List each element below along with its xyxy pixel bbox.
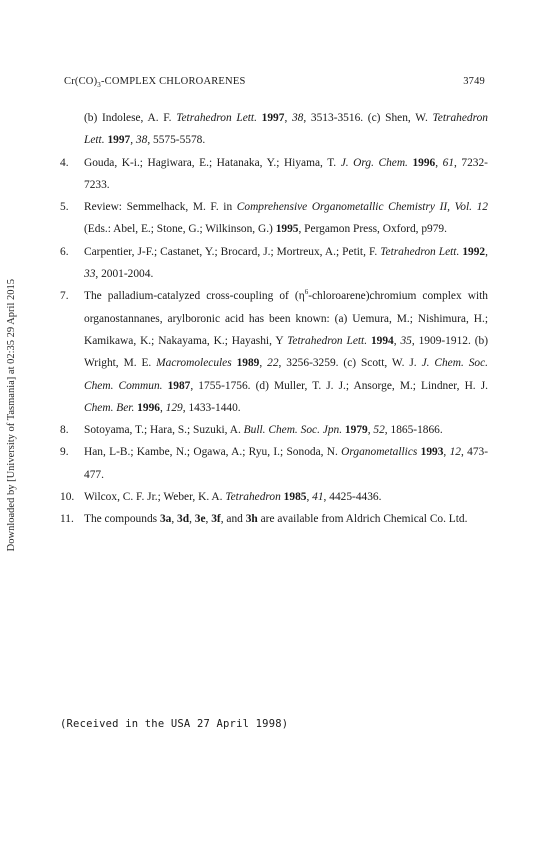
reference-item: 7. The palladium-catalyzed cross-coupling of $(\eta^6-chloroarene)chromium$ complex with organostannanes, arylboronic acid has been known: (a) Uemura, M.; Nishimura, H.; Kamikawa, K.; Nakayama, K.; Hayashi, Y Tetrahedron Lett. 1994, 35, 1909-1912. (b) Wright, M. E. Macromolecules 1989, 22, 3256-3259. (c) Scott, W. J. J. Chem. Soc. Chem. Commun. 1987, 1755-1756. (d) Muller, T. J. J.; Ansorge, M.; Lindner, H. J. Chem. Ber. 1996, 129, 1433-1440. xyxy=(60,288,489,414)
reference-item: 6. Carpentier, J-F.; Castanet, Y.; Brocard, J.; Mortreux, A.; Petit, F. Tetrahedron Lett. 1992, 33, 2001-2004. xyxy=(60,245,488,281)
reference-list xyxy=(60,107,488,531)
received-date: (Received in the USA 27 April 1998) xyxy=(60,718,289,730)
reference-item: 11. The compounds 3a, 3d, 3e, 3f, and 3h are available from Aldrich Chemical Co. Ltd. xyxy=(60,513,468,526)
reference-item: 4. Gouda, K-i.; Hagiwara, E.; Hatanaka, Y.; Hiyama, T. J. Org. Chem. 1996, 61, 7232-7233. xyxy=(60,156,488,191)
reference-item: 8. Sotoyama, T.; Hara, S.; Suzuki, A. Bull. Chem. Soc. Jpn. 1979, 52, 1865-1866. xyxy=(60,424,443,437)
reference-item: 5. Review: Semmelhack, M. F. in Comprehensive Organometallic Chemistry II, Vol. 12 (Eds.: Abel, E.; Stone, G.; Wilkinson, G.) 1995, Pergamon Press, Oxford, p979. xyxy=(60,201,489,236)
download-watermark: Downloaded by [University of Tasmania] at 02:35 29 April 2015 xyxy=(5,278,17,552)
reference-item: 10. Wilcox, C. F. Jr.; Weber, K. A. Tetrahedron 1985, 41, 4425-4436. xyxy=(60,491,382,504)
reference-item: (b) Indolese, A. F. Tetrahedron Lett. 1997, 38, 3513-3516. (c) Shen, W. Tetrahedron Lett. 1997, 38, 5575-5578. xyxy=(84,112,488,147)
page-number: 3749 xyxy=(463,76,485,87)
running-header xyxy=(64,76,485,90)
running-title: $Cr(CO)_3$-COMPLEX CHLOROARENES xyxy=(64,76,246,90)
reference-item: 9. Han, L-B.; Kambe, N.; Ogawa, A.; Ryu, I.; Sonoda, N. Organometallics 1993, 12, 473-477. xyxy=(60,446,488,481)
